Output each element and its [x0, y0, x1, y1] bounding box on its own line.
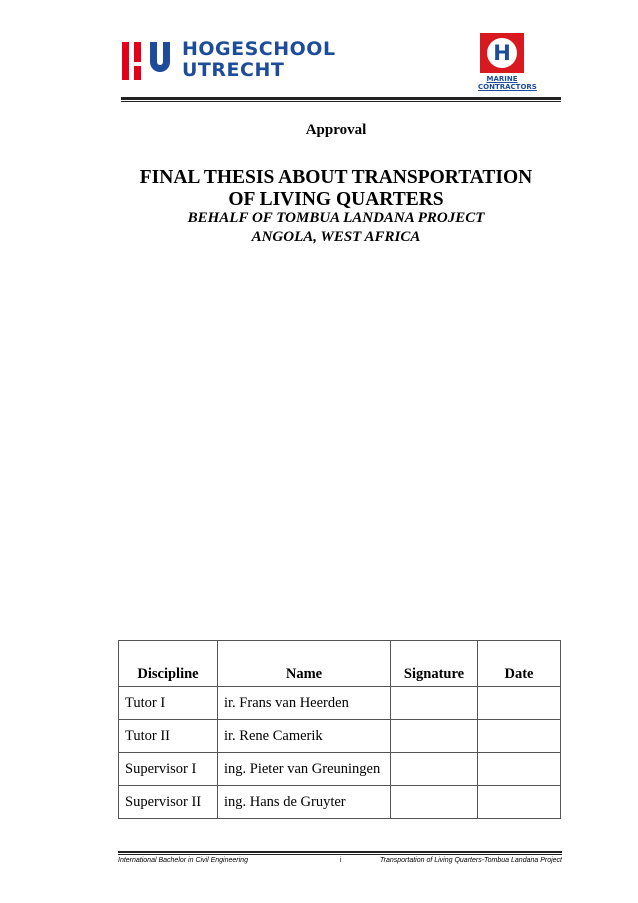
cell-date — [478, 753, 561, 786]
footer-document-title: Transportation of Living Quarters-Tombua Landana Project — [379, 857, 562, 864]
marine-contractors-mark-icon — [480, 33, 524, 73]
cell-date — [478, 687, 561, 720]
header-discipline: Discipline — [119, 641, 218, 687]
hu-logo-text — [182, 39, 336, 81]
header-divider — [121, 97, 561, 102]
footer-program: International Bachelor in Civil Engineering — [118, 857, 248, 864]
cell-name: ir. Rene Camerik — [218, 720, 391, 753]
header-date: Date — [478, 641, 561, 687]
header-signature: Signature — [391, 641, 478, 687]
cell-signature — [391, 753, 478, 786]
table-header-row — [119, 641, 561, 687]
hu-logo-mark-icon — [122, 38, 178, 82]
cell-discipline: Supervisor I — [119, 753, 218, 786]
header-name: Name — [218, 641, 391, 687]
table-row — [119, 687, 561, 720]
hu-logo-line1: HOGESCHOOL — [182, 38, 336, 60]
mc-caption-line1: MARINE — [486, 75, 518, 83]
table-row — [119, 753, 561, 786]
thesis-subtitle — [0, 209, 638, 247]
hu-logo-line2: UTRECHT — [182, 59, 285, 81]
cell-discipline: Tutor II — [119, 720, 218, 753]
table-row — [119, 720, 561, 753]
mc-caption-line2: CONTRACTORS — [478, 83, 537, 91]
title-line1: FINAL THESIS ABOUT TRANSPORTATION — [139, 167, 533, 188]
subtitle-line1: BEHALF OF TOMBUA LANDANA PROJECT — [187, 210, 485, 226]
cell-date — [478, 786, 561, 819]
cell-signature — [391, 720, 478, 753]
logo-h-letter: H — [487, 38, 517, 68]
approval-heading: Approval — [305, 122, 367, 138]
approval-table — [118, 640, 561, 819]
cell-discipline: Tutor I — [119, 687, 218, 720]
marine-contractors-logo — [478, 33, 537, 95]
cell-name: ing. Pieter van Greuningen — [218, 753, 391, 786]
title-line2: OF LIVING QUARTERS — [228, 189, 444, 210]
thesis-title — [0, 167, 638, 211]
marine-contractors-caption — [478, 75, 537, 91]
cell-name: ing. Hans de Gruyter — [218, 786, 391, 819]
footer-divider — [118, 851, 562, 855]
cell-signature — [391, 786, 478, 819]
cell-signature — [391, 687, 478, 720]
subtitle-line2: ANGOLA, WEST AFRICA — [251, 229, 421, 245]
hogeschool-utrecht-logo — [122, 38, 336, 82]
footer-page-number: i — [340, 857, 342, 864]
table-row — [119, 786, 561, 819]
cell-date — [478, 720, 561, 753]
cell-discipline: Supervisor II — [119, 786, 218, 819]
cell-name: ir. Frans van Heerden — [218, 687, 391, 720]
